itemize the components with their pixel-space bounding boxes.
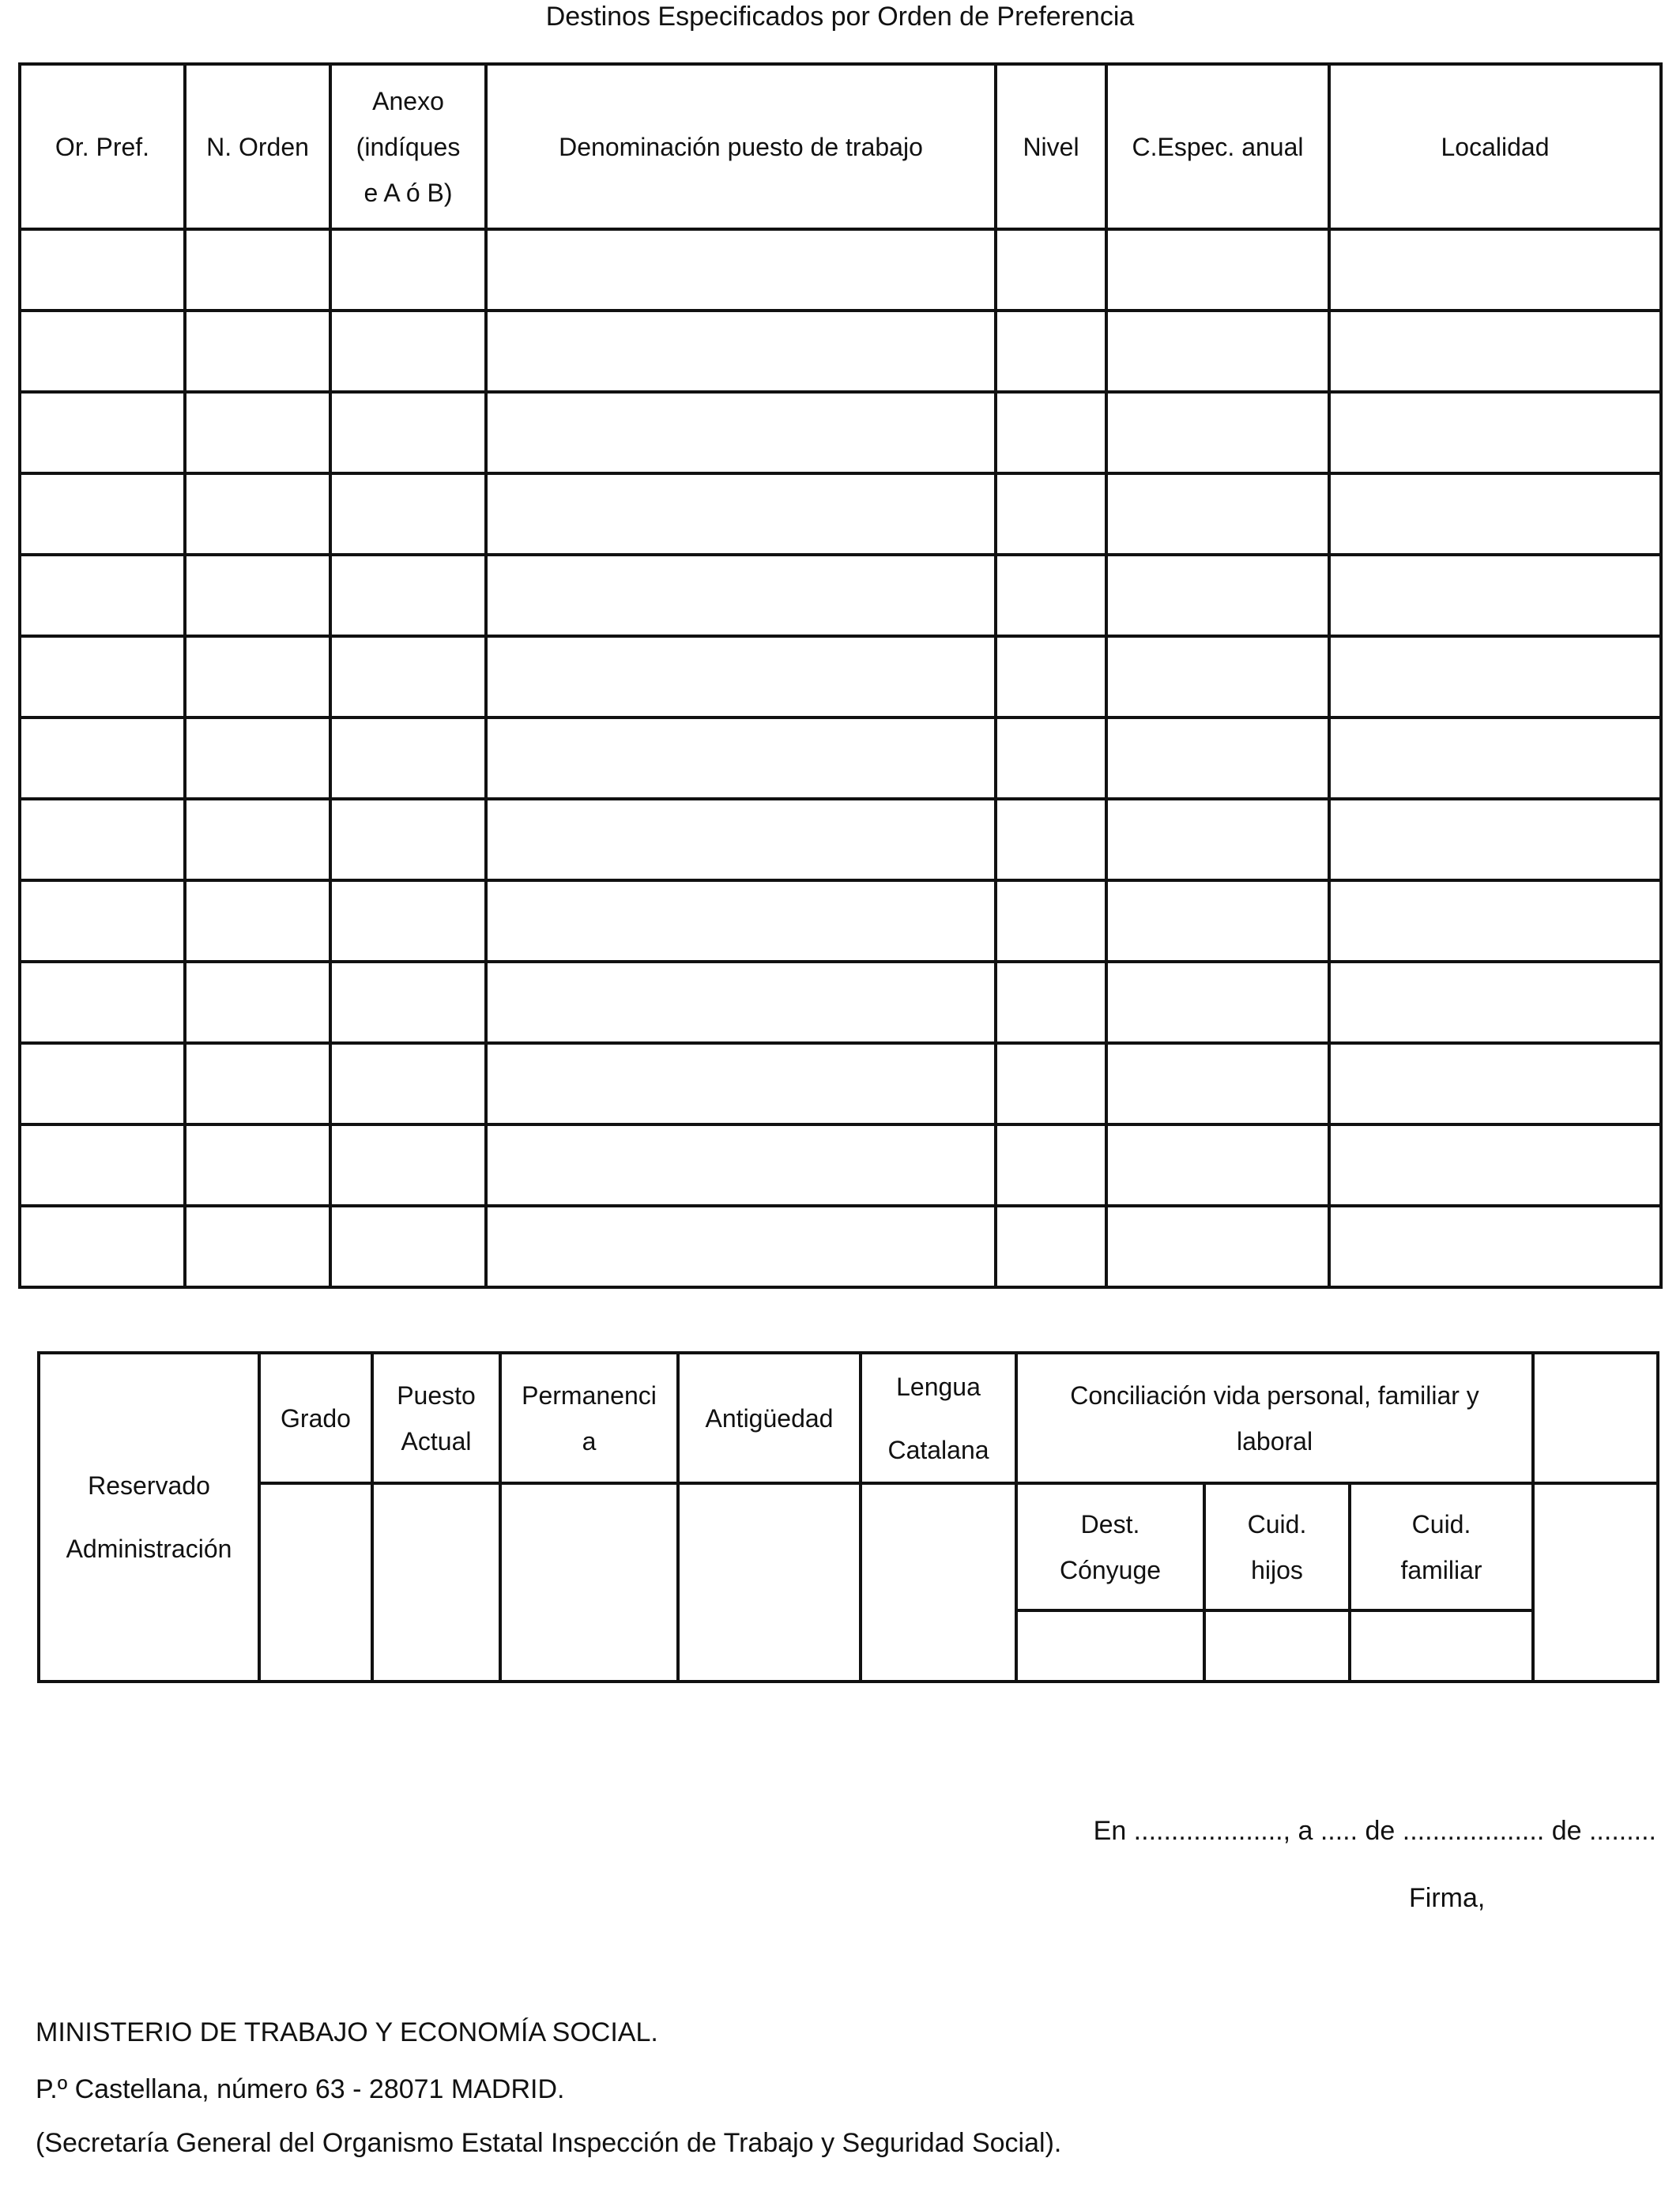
denominacion-cell[interactable]	[486, 962, 996, 1043]
c-espec-cell[interactable]	[1106, 311, 1329, 392]
signature-label: Firma,	[1409, 1883, 1486, 1913]
localidad-cell[interactable]	[1329, 1206, 1661, 1287]
or-pref-cell[interactable]	[20, 880, 185, 962]
cuid-familiar-line: Cuid.	[1411, 1509, 1471, 1539]
n-orden-cell[interactable]	[185, 799, 330, 880]
nivel-cell[interactable]	[996, 473, 1106, 555]
or-pref-cell[interactable]	[20, 799, 185, 880]
admin-subheader-row	[39, 1483, 1658, 1610]
header-anexo-line: e A ó B)	[363, 178, 453, 207]
or-pref-cell[interactable]	[20, 962, 185, 1043]
denominacion-cell[interactable]	[486, 473, 996, 555]
antiguedad-header: Antigüedad	[678, 1353, 861, 1483]
anexo-cell[interactable]	[330, 799, 486, 880]
denominacion-cell[interactable]	[486, 717, 996, 799]
dest-conyuge-line: Dest.	[1080, 1509, 1140, 1539]
nivel-cell[interactable]	[996, 717, 1106, 799]
denominacion-cell[interactable]	[486, 799, 996, 880]
n-orden-cell[interactable]	[185, 962, 330, 1043]
denominacion-cell[interactable]	[486, 636, 996, 717]
footer-ministry: MINISTERIO DE TRABAJO Y ECONOMÍA SOCIAL.	[36, 2017, 658, 2047]
nivel-cell[interactable]	[996, 392, 1106, 473]
c-espec-cell[interactable]	[1106, 636, 1329, 717]
anexo-cell[interactable]	[330, 229, 486, 311]
or-pref-cell[interactable]	[20, 473, 185, 555]
n-orden-cell[interactable]	[185, 880, 330, 962]
page-title: Destinos Especificados por Orden de Preferencia	[545, 2, 1135, 32]
table-row	[20, 799, 1661, 880]
dest-conyuge-value-cell[interactable]	[1016, 1610, 1204, 1682]
n-orden-cell[interactable]	[185, 636, 330, 717]
table-row	[20, 555, 1661, 636]
c-espec-cell[interactable]	[1106, 799, 1329, 880]
localidad-cell[interactable]	[1329, 311, 1661, 392]
anexo-cell[interactable]	[330, 1043, 486, 1124]
cuid-familiar-line: familiar	[1400, 1555, 1482, 1584]
cuid-hijos-line: hijos	[1251, 1555, 1303, 1584]
nivel-cell[interactable]	[996, 799, 1106, 880]
anexo-cell[interactable]	[330, 636, 486, 717]
c-espec-cell[interactable]	[1106, 1043, 1329, 1124]
c-espec-cell[interactable]	[1106, 229, 1329, 311]
or-pref-cell[interactable]	[20, 555, 185, 636]
lengua-line: Lengua	[896, 1372, 981, 1401]
anexo-cell[interactable]	[330, 311, 486, 392]
header-anexo	[330, 64, 486, 229]
conciliacion-line: laboral	[1236, 1426, 1313, 1456]
anexo-cell[interactable]	[330, 473, 486, 555]
localidad-cell[interactable]	[1329, 1043, 1661, 1124]
header-c-espec: C.Espec. anual	[1106, 64, 1329, 229]
or-pref-cell[interactable]	[20, 311, 185, 392]
nivel-cell[interactable]	[996, 1206, 1106, 1287]
localidad-cell[interactable]	[1329, 962, 1661, 1043]
n-orden-cell[interactable]	[185, 717, 330, 799]
anexo-cell[interactable]	[330, 555, 486, 636]
c-espec-cell[interactable]	[1106, 1124, 1329, 1206]
denominacion-cell[interactable]	[486, 1206, 996, 1287]
permanencia-line: Permanenci	[522, 1380, 657, 1410]
n-orden-cell[interactable]	[185, 473, 330, 555]
table-row	[20, 1043, 1661, 1124]
lengua-catalana-header	[861, 1353, 1016, 1483]
blank-value-cell[interactable]	[1533, 1483, 1658, 1682]
localidad-cell[interactable]	[1329, 229, 1661, 311]
cuid-familiar-value-cell[interactable]	[1350, 1610, 1533, 1682]
n-orden-cell[interactable]	[185, 1124, 330, 1206]
denominacion-cell[interactable]	[486, 311, 996, 392]
cuid-hijos-line: Cuid.	[1247, 1509, 1307, 1539]
antiguedad-value-cell[interactable]	[678, 1483, 861, 1682]
admin-reserved-table	[37, 1351, 1659, 1683]
or-pref-cell[interactable]	[20, 229, 185, 311]
or-pref-cell[interactable]	[20, 1206, 185, 1287]
table-row	[20, 229, 1661, 311]
table-row	[20, 1206, 1661, 1287]
localidad-cell[interactable]	[1329, 392, 1661, 473]
localidad-cell[interactable]	[1329, 1124, 1661, 1206]
header-anexo-line: Anexo	[372, 86, 444, 115]
c-espec-cell[interactable]	[1106, 555, 1329, 636]
puesto-actual-line: Actual	[401, 1426, 472, 1456]
n-orden-cell[interactable]	[185, 229, 330, 311]
permanencia-header	[500, 1353, 678, 1483]
table-row	[20, 473, 1661, 555]
nivel-cell[interactable]	[996, 880, 1106, 962]
blank-header-cell	[1533, 1353, 1658, 1483]
or-pref-cell[interactable]	[20, 717, 185, 799]
destinations-header-row	[20, 64, 1661, 229]
puesto-actual-header	[372, 1353, 500, 1483]
anexo-cell[interactable]	[330, 717, 486, 799]
nivel-cell[interactable]	[996, 1043, 1106, 1124]
table-row	[20, 717, 1661, 799]
denominacion-cell[interactable]	[486, 1043, 996, 1124]
table-row	[20, 1124, 1661, 1206]
table-row	[20, 636, 1661, 717]
destinations-body	[20, 229, 1661, 1287]
footer-secretaria: (Secretaría General del Organismo Estatal Inspección de Trabajo y Seguridad Social).	[36, 2128, 1062, 2158]
anexo-cell[interactable]	[330, 880, 486, 962]
or-pref-cell[interactable]	[20, 1043, 185, 1124]
denominacion-cell[interactable]	[486, 1124, 996, 1206]
table-row	[20, 880, 1661, 962]
footer-address: P.º Castellana, número 63 - 28071 MADRID.	[36, 2074, 565, 2104]
nivel-cell[interactable]	[996, 1124, 1106, 1206]
n-orden-cell[interactable]	[185, 392, 330, 473]
header-denominacion: Denominación puesto de trabajo	[486, 64, 996, 229]
anexo-cell[interactable]	[330, 1206, 486, 1287]
cuid-familiar-header	[1350, 1483, 1533, 1610]
c-espec-cell[interactable]	[1106, 1206, 1329, 1287]
n-orden-cell[interactable]	[185, 1206, 330, 1287]
conciliacion-line: Conciliación vida personal, familiar y	[1070, 1380, 1479, 1410]
table-row	[20, 392, 1661, 473]
cuid-hijos-value-cell[interactable]	[1204, 1610, 1350, 1682]
admin-header-row	[39, 1353, 1658, 1483]
lengua-catalana-value-cell[interactable]	[861, 1483, 1016, 1682]
anexo-cell[interactable]	[330, 1124, 486, 1206]
anexo-cell[interactable]	[330, 962, 486, 1043]
table-row	[20, 962, 1661, 1043]
localidad-cell[interactable]	[1329, 880, 1661, 962]
n-orden-cell[interactable]	[185, 311, 330, 392]
n-orden-cell[interactable]	[185, 1043, 330, 1124]
header-nivel: Nivel	[996, 64, 1106, 229]
date-line: En ...................., a ..... de ................... de .........	[1093, 1816, 1656, 1846]
header-or-pref: Or. Pref.	[20, 64, 185, 229]
localidad-cell[interactable]	[1329, 555, 1661, 636]
permanencia-value-cell[interactable]	[500, 1483, 678, 1682]
grado-value-cell[interactable]	[259, 1483, 372, 1682]
lengua-line: Catalana	[887, 1435, 989, 1464]
table-row	[20, 311, 1661, 392]
nivel-cell[interactable]	[996, 962, 1106, 1043]
nivel-cell[interactable]	[996, 636, 1106, 717]
c-espec-cell[interactable]	[1106, 880, 1329, 962]
denominacion-cell[interactable]	[486, 880, 996, 962]
localidad-cell[interactable]	[1329, 717, 1661, 799]
c-espec-cell[interactable]	[1106, 473, 1329, 555]
denominacion-cell[interactable]	[486, 392, 996, 473]
c-espec-cell[interactable]	[1106, 717, 1329, 799]
puesto-actual-value-cell[interactable]	[372, 1483, 500, 1682]
denominacion-cell[interactable]	[486, 229, 996, 311]
reservado-line: Reservado	[88, 1471, 210, 1500]
denominacion-cell[interactable]	[486, 555, 996, 636]
n-orden-cell[interactable]	[185, 555, 330, 636]
or-pref-cell[interactable]	[20, 636, 185, 717]
c-espec-cell[interactable]	[1106, 392, 1329, 473]
localidad-cell[interactable]	[1329, 799, 1661, 880]
c-espec-cell[interactable]	[1106, 962, 1329, 1043]
header-anexo-line: (indíques	[356, 132, 461, 161]
header-localidad: Localidad	[1329, 64, 1661, 229]
dest-conyuge-header	[1016, 1483, 1204, 1610]
header-n-orden: N. Orden	[185, 64, 330, 229]
or-pref-cell[interactable]	[20, 1124, 185, 1206]
or-pref-cell[interactable]	[20, 392, 185, 473]
grado-header: Grado	[259, 1353, 372, 1483]
conciliacion-header	[1016, 1353, 1533, 1483]
puesto-actual-line: Puesto	[397, 1380, 476, 1410]
anexo-cell[interactable]	[330, 392, 486, 473]
nivel-cell[interactable]	[996, 311, 1106, 392]
nivel-cell[interactable]	[996, 229, 1106, 311]
dest-conyuge-line: Cónyuge	[1059, 1555, 1162, 1584]
localidad-cell[interactable]	[1329, 473, 1661, 555]
cuid-hijos-header	[1204, 1483, 1350, 1610]
localidad-cell[interactable]	[1329, 636, 1661, 717]
permanencia-line: a	[582, 1426, 597, 1456]
nivel-cell[interactable]	[996, 555, 1106, 636]
reservado-line: Administración	[66, 1535, 232, 1563]
destinations-table	[18, 62, 1663, 1289]
reservado-administracion-label	[39, 1353, 259, 1682]
